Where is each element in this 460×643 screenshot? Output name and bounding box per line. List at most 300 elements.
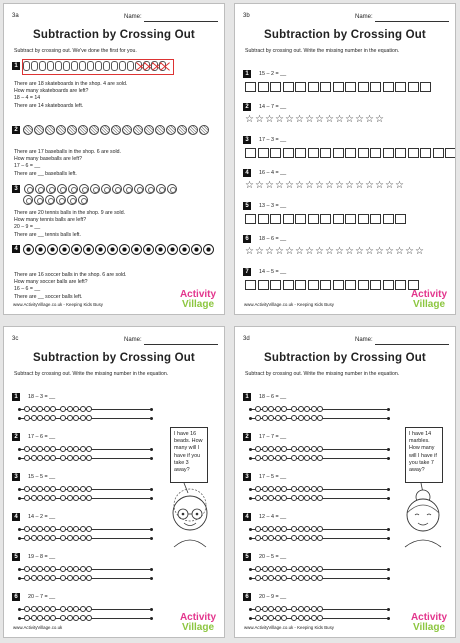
wire-end [18,417,21,420]
bead-icon [44,415,50,421]
soccer-ball-icon [119,244,130,255]
bead-icon [255,566,261,572]
bead-icon [86,575,92,581]
square-icon [283,280,294,290]
star-icon: ☆ [375,180,384,191]
bead-icon [44,526,50,532]
square-icon [445,148,456,158]
equation: 14 – 2 = __ [28,514,56,520]
square-icon [333,148,344,158]
bead-icon [304,495,310,501]
bead-icon [80,615,86,621]
square-icon [420,82,431,92]
tennis-ball-icon [56,195,66,205]
bead-icon [255,406,261,412]
square-icon [383,214,394,224]
bead-icon [44,446,50,452]
bead-icon [80,455,86,461]
square-icon [258,280,269,290]
problem-text: There are 18 skateboards in the shop. 4 are sold. How many skateboards are left? 18 – 4 = 14 There are 14 skateboards left. [14,81,128,109]
bead-icon [268,566,274,572]
bead-icon [44,566,50,572]
star-icon: ☆ [365,246,374,257]
star-icon: ☆ [325,180,334,191]
bead-icon [50,415,56,421]
equation: 17 – 6 = __ [28,434,56,440]
bead-icon [31,446,37,452]
bead-icon [37,486,43,492]
wire-end [18,577,21,580]
bead-icon [298,406,304,412]
problem-number: 3 [12,473,20,481]
problem-number: 6 [12,593,20,601]
bead-icon [73,615,79,621]
star-icon: ☆ [365,114,374,125]
bead-icon [60,446,66,452]
bead-icon [281,455,287,461]
bead-icon [291,575,297,581]
bead-icon [60,526,66,532]
bead-icon [255,615,261,621]
bead-icon [50,495,56,501]
problem-number: 1 [12,62,20,70]
bead-icon [311,526,317,532]
problem-text: There are 17 baseballs in the shop. 6 are sold. How many baseballs are left? 17 – 6 = __ There are __ baseballs left. [14,149,121,177]
footer: www.ActivityVillage.co.uk [13,625,63,630]
bead-icon [50,446,56,452]
bead-icon [311,575,317,581]
bead-icon [86,446,92,452]
bead-icon [262,566,268,572]
star-icon: ☆ [255,180,264,191]
star-icon: ☆ [315,114,324,125]
star-icon: ☆ [405,246,414,257]
wire-end [387,608,390,611]
square-icon [433,148,444,158]
bead-icon [262,406,268,412]
bead-icon [50,566,56,572]
page-title: Subtraction by Crossing Out [33,29,195,41]
star-icon: ☆ [305,180,314,191]
wire-end [387,448,390,451]
tennis-ball-icon [45,195,55,205]
baseball-icon [89,125,99,135]
bead-icon [311,535,317,541]
equation: 15 – 2 = __ [259,71,287,77]
bead-icon [44,615,50,621]
baseball-icon [78,125,88,135]
wire-end [150,497,153,500]
bead-icon [86,526,92,532]
bead-icon [73,486,79,492]
square-icon [408,148,419,158]
tennis-ball-icon [123,184,133,194]
star-icon: ☆ [345,246,354,257]
wire-end [18,568,21,571]
bead-icon [80,406,86,412]
bead-icon [275,615,281,621]
soccer-ball-icon [155,244,166,255]
bead-icon [86,606,92,612]
bead-icon [281,526,287,532]
square-icon [333,280,344,290]
bead-icon [31,486,37,492]
bead-icon [50,615,56,621]
equation: 18 – 6 = __ [259,236,287,242]
star-icon: ☆ [275,246,284,257]
bead-icon [24,406,30,412]
bead-icon [311,615,317,621]
wire-end [18,608,21,611]
bead-icon [275,495,281,501]
bead-icon [31,575,37,581]
wire-end [387,488,390,491]
soccer-ball-icon [59,244,70,255]
bead-icon [24,526,30,532]
star-icon: ☆ [375,114,384,125]
activity-village-logo: Activity Village [179,612,217,633]
star-icon: ☆ [265,114,274,125]
bead-icon [86,535,92,541]
page-title: Subtraction by Crossing Out [264,352,426,364]
sheet-code: 3a [12,13,19,19]
bead-icon [298,446,304,452]
square-icon [320,280,331,290]
baseball-icon [177,125,187,135]
wire-end [249,577,252,580]
bead-icon [317,566,323,572]
wire-end [249,417,252,420]
bead-icon [262,455,268,461]
square-icon [370,148,381,158]
baseball-icon [155,125,165,135]
problem-number: 3 [243,136,251,144]
star-row [245,115,384,125]
wire-end [150,617,153,620]
bead-icon [37,526,43,532]
girl-with-glasses-illustration [162,483,218,549]
baseball-icon [199,125,209,135]
bead-icon [298,566,304,572]
wire-end [249,457,252,460]
bead-icon [262,495,268,501]
bead-icon [24,606,30,612]
bead-icon [73,406,79,412]
wire-end [150,448,153,451]
bead-icon [31,406,37,412]
problem-text: There are 20 tennis balls in the shop. 9 are sold. How many tennis balls are left? 20 – 9 = __ There are __ tennis balls left. [14,210,126,238]
star-icon: ☆ [245,180,254,191]
bead-icon [317,495,323,501]
bead-icon [50,526,56,532]
problem-number: 1 [12,393,20,401]
sheet-code: 3c [12,336,19,342]
square-icon [245,148,256,158]
bead-icon [298,415,304,421]
instruction: Subtract by crossing out. Write the missing number in the equation. [14,371,169,377]
instruction: Subtract by crossing out. Write the missing number in the equation. [245,371,400,377]
soccer-ball-icon [143,244,154,255]
bead-icon [291,615,297,621]
bead-icon [73,535,79,541]
bead-icon [311,495,317,501]
bead-icon [311,566,317,572]
wire-end [18,457,21,460]
bead-icon [50,535,56,541]
problem-number: 2 [243,103,251,111]
bead-icon [268,406,274,412]
bead-icon [291,535,297,541]
baseball-icon [144,125,154,135]
square-icon [258,82,269,92]
bead-icon [37,406,43,412]
square-icon [345,148,356,158]
baseball-icon [67,125,77,135]
star-icon: ☆ [335,114,344,125]
bead-icon [275,566,281,572]
bead-icon [317,535,323,541]
grandmother-illustration [395,483,451,549]
bead-icon [44,455,50,461]
tennis-ball-icon [46,184,56,194]
equation: 12 – 4 = __ [259,514,287,520]
bead-icon [268,606,274,612]
soccer-ball-icon [35,244,46,255]
square-icon [245,214,256,224]
baseball-icon [122,125,132,135]
wire-end [18,537,21,540]
problem-number: 6 [243,593,251,601]
bead-icon [255,415,261,421]
square-icon [295,214,306,224]
bead-icon [80,446,86,452]
problem-number: 7 [243,268,251,276]
bead-icon [67,615,73,621]
bead-icon [317,606,323,612]
bead-icon [67,455,73,461]
tennis-ball-row-2 [23,195,88,205]
wire-end [249,528,252,531]
bead-icon [291,455,297,461]
bead-icon [86,615,92,621]
bead-icon [291,446,297,452]
bead-icon [255,446,261,452]
bead-icon [298,526,304,532]
bead-icon [80,575,86,581]
bead-icon [86,566,92,572]
bead-icon [311,446,317,452]
wire-end [249,497,252,500]
bead-icon [317,615,323,621]
wire-end [18,448,21,451]
tennis-ball-icon [112,184,122,194]
crossed-group-box [22,59,174,75]
square-icon [308,280,319,290]
bead-icon [60,455,66,461]
square-icon [245,280,256,290]
bead-icon [37,606,43,612]
wire-end [150,457,153,460]
equation: 20 – 7 = __ [28,594,56,600]
star-icon: ☆ [245,246,254,257]
wire-end [387,568,390,571]
name-label: Name: [124,337,142,343]
bead-icon [268,415,274,421]
bead-icon [44,575,50,581]
bead-icon [50,486,56,492]
bead-icon [80,606,86,612]
bead-icon [80,526,86,532]
bead-icon [37,415,43,421]
square-row [245,148,456,158]
bead-icon [73,526,79,532]
square-icon [358,148,369,158]
baseball-icon [133,125,143,135]
bead-icon [298,575,304,581]
bead-icon [60,495,66,501]
sheet-code: 3d [243,336,250,342]
bead-icon [275,455,281,461]
square-icon [395,148,406,158]
star-icon: ☆ [285,180,294,191]
bead-icon [80,415,86,421]
star-icon: ☆ [325,246,334,257]
bead-icon [291,526,297,532]
bead-icon [50,575,56,581]
star-icon: ☆ [295,114,304,125]
square-icon [345,280,356,290]
wire-end [150,577,153,580]
square-icon [370,280,381,290]
bead-icon [304,575,310,581]
problem-number: 4 [243,169,251,177]
bead-icon [255,606,261,612]
star-icon: ☆ [255,246,264,257]
bead-icon [262,486,268,492]
square-icon [283,214,294,224]
square-icon [395,214,406,224]
equation: 18 – 3 = __ [28,394,56,400]
wire-end [387,577,390,580]
bead-icon [67,495,73,501]
bead-icon [86,415,92,421]
bead-icon [291,566,297,572]
soccer-ball-row [23,244,214,255]
wire-end [249,617,252,620]
square-icon [345,82,356,92]
bead-icon [24,486,30,492]
problem-number: 1 [243,70,251,78]
bead-icon [317,575,323,581]
worksheet-3c [3,326,225,638]
square-icon [333,82,344,92]
soccer-ball-icon [179,244,190,255]
bead-icon [24,615,30,621]
tennis-ball-icon [90,184,100,194]
bead-icon [281,486,287,492]
wire-end [387,497,390,500]
bead-icon [281,415,287,421]
wire-end [150,568,153,571]
wire-end [150,488,153,491]
star-icon: ☆ [335,180,344,191]
bead-icon [281,615,287,621]
bead-icon [311,406,317,412]
star-row [245,247,424,257]
bead-icon [31,615,37,621]
square-icon [370,214,381,224]
bead-icon [24,575,30,581]
problem-number: 4 [12,245,20,253]
baseball-icon [23,125,33,135]
equation: 16 – 4 = __ [259,170,287,176]
bead-icon [24,446,30,452]
square-icon [358,82,369,92]
name-label: Name: [355,14,373,20]
bead-icon [255,526,261,532]
bead-icon [67,566,73,572]
bead-icon [298,455,304,461]
square-row [245,82,431,92]
square-icon [245,82,256,92]
worksheet-3b [234,3,456,315]
bead-icon [80,566,86,572]
tennis-ball-icon [57,184,67,194]
tennis-ball-icon [23,195,33,205]
bead-icon [67,606,73,612]
bead-icon [73,455,79,461]
soccer-ball-icon [47,244,58,255]
bead-icon [262,526,268,532]
bead-icon [268,455,274,461]
bead-icon [67,535,73,541]
bead-icon [262,535,268,541]
bead-icon [255,575,261,581]
bead-icon [311,415,317,421]
worksheet-3a [3,3,225,315]
square-icon [358,214,369,224]
bead-icon [73,566,79,572]
instruction: Subtract by crossing out. We've done the first for you. [14,48,137,54]
bead-icon [73,446,79,452]
equation: 17 – 5 = __ [259,474,287,480]
bead-icon [275,575,281,581]
bead-icon [44,606,50,612]
bead-icon [255,486,261,492]
soccer-ball-icon [191,244,202,255]
bead-icon [262,415,268,421]
square-icon [258,148,269,158]
problem-number: 6 [243,235,251,243]
bead-icon [80,486,86,492]
bead-icon [60,486,66,492]
star-icon: ☆ [305,114,314,125]
bead-icon [304,535,310,541]
bead-icon [73,606,79,612]
wire-end [387,528,390,531]
equation: 14 – 5 = __ [259,269,287,275]
bead-icon [311,455,317,461]
wire-end [18,408,21,411]
bead-icon [67,486,73,492]
bead-icon [37,615,43,621]
square-icon [308,148,319,158]
star-icon: ☆ [245,114,254,125]
star-icon: ☆ [415,246,424,257]
problem-number: 3 [12,185,20,193]
star-icon: ☆ [285,246,294,257]
bead-icon [73,415,79,421]
